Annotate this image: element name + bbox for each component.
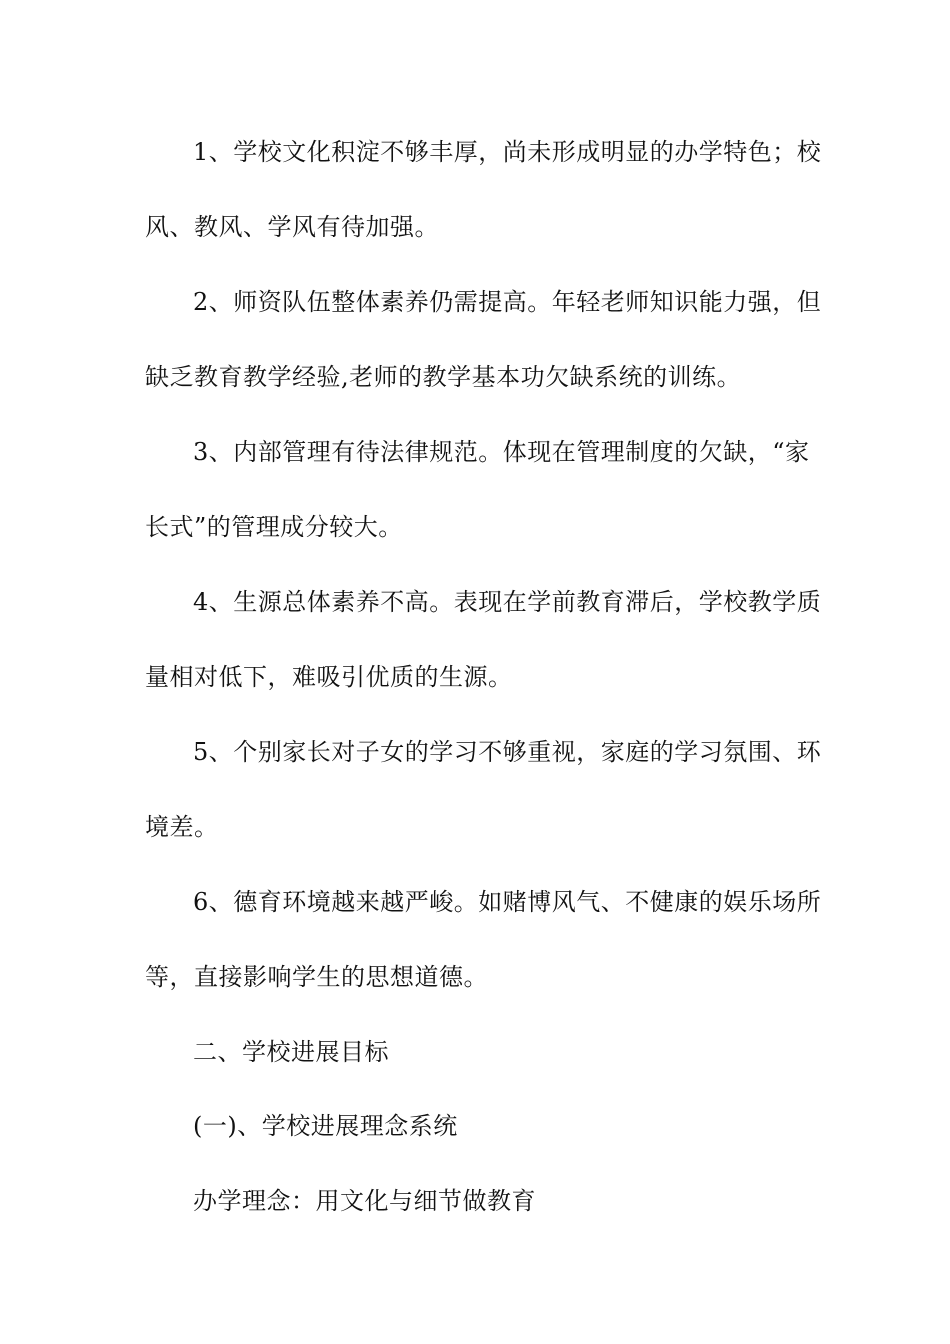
paragraph-2-line-1: 2、师资队伍整体素养仍需提高。年轻老师知识能力强，但 — [193, 288, 822, 316]
paragraph-5-line-1: 5、个别家长对子女的学习不够重视，家庭的学习氛围、环 — [193, 738, 822, 766]
paragraph-2-line-2: 缺乏教育教学经验,老师的教学基本功欠缺系统的训练。 — [145, 363, 742, 391]
subsection-heading: (一)、学校进展理念系统 — [193, 1112, 458, 1140]
paragraph-5-line-2: 境差。 — [145, 813, 219, 841]
paragraph-4-line-1: 4、生源总体素养不高。表现在学前教育滞后，学校教学质 — [193, 588, 822, 616]
paragraph-6-line-2: 等，直接影响学生的思想道德。 — [145, 963, 488, 991]
school-philosophy: 办学理念：用文化与细节做教育 — [193, 1187, 536, 1215]
paragraph-1-line-1: 1、学校文化积淀不够丰厚，尚未形成明显的办学特色；校 — [193, 138, 822, 166]
paragraph-6-line-1: 6、德育环境越来越严峻。如赌博风气、不健康的娱乐场所 — [193, 888, 822, 916]
paragraph-3-line-1: 3、内部管理有待法律规范。体现在管理制度的欠缺，“家 — [193, 438, 810, 466]
paragraph-4-line-2: 量相对低下，难吸引优质的生源。 — [145, 663, 513, 691]
section-heading: 二、学校进展目标 — [193, 1038, 389, 1066]
paragraph-3-line-2: 长式”的管理成分较大。 — [145, 513, 403, 541]
paragraph-1-line-2: 风、教风、学风有待加强。 — [145, 213, 439, 241]
